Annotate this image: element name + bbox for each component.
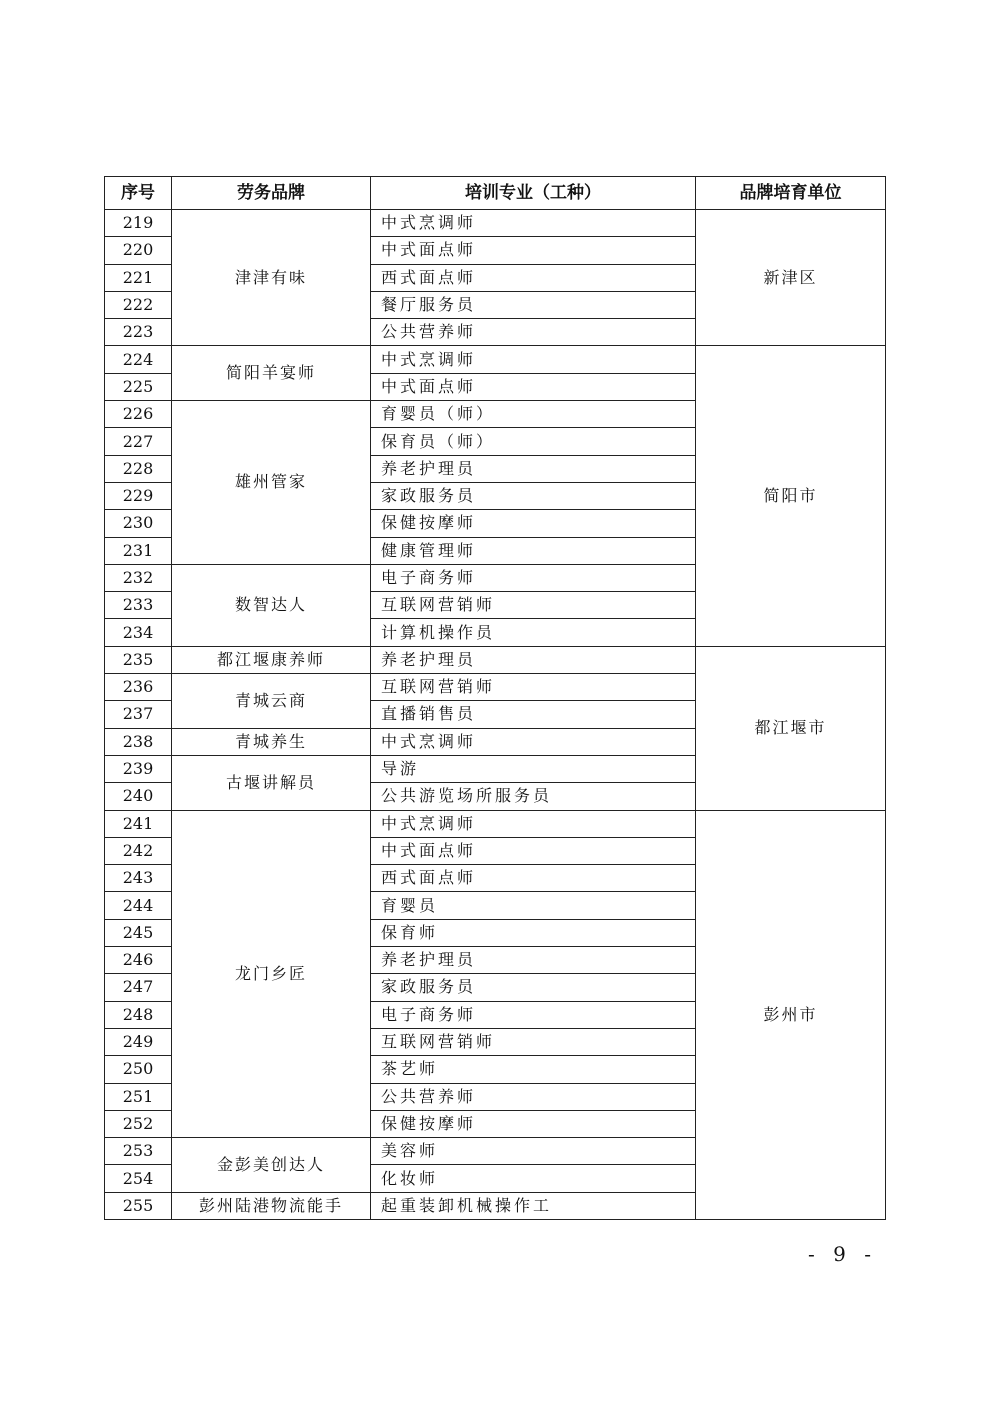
- major-cell: 保育员（师）: [371, 428, 696, 455]
- brand-cell: 都江堰康养师: [172, 646, 371, 673]
- seq-cell: 219: [105, 210, 172, 237]
- seq-cell: 246: [105, 947, 172, 974]
- unit-cell: 彭州市: [696, 810, 886, 1219]
- major-cell: 中式烹调师: [371, 810, 696, 837]
- major-cell: 健康管理师: [371, 537, 696, 564]
- seq-cell: 254: [105, 1165, 172, 1192]
- seq-cell: 237: [105, 701, 172, 728]
- seq-cell: 253: [105, 1138, 172, 1165]
- seq-cell: 240: [105, 783, 172, 810]
- table-row: [105, 210, 886, 237]
- seq-cell: 250: [105, 1056, 172, 1083]
- header-major: 培训专业（工种）: [371, 177, 696, 210]
- seq-cell: 228: [105, 455, 172, 482]
- major-cell: 起重装卸机械操作工: [371, 1192, 696, 1219]
- table-header-row: [105, 177, 886, 210]
- major-cell: 互联网营销师: [371, 592, 696, 619]
- seq-cell: 220: [105, 237, 172, 264]
- major-cell: 电子商务师: [371, 564, 696, 591]
- brand-cell: 青城云商: [172, 674, 371, 729]
- major-cell: 电子商务师: [371, 1001, 696, 1028]
- major-cell: 直播销售员: [371, 701, 696, 728]
- major-cell: 养老护理员: [371, 947, 696, 974]
- seq-cell: 247: [105, 974, 172, 1001]
- seq-cell: 248: [105, 1001, 172, 1028]
- major-cell: 中式烹调师: [371, 210, 696, 237]
- brand-cell: 金彭美创达人: [172, 1138, 371, 1193]
- major-cell: 西式面点师: [371, 865, 696, 892]
- major-cell: 养老护理员: [371, 455, 696, 482]
- major-cell: 计算机操作员: [371, 619, 696, 646]
- header-unit: 品牌培育单位: [696, 177, 886, 210]
- seq-cell: 227: [105, 428, 172, 455]
- seq-cell: 221: [105, 264, 172, 291]
- seq-cell: 230: [105, 510, 172, 537]
- unit-cell: 简阳市: [696, 346, 886, 646]
- brand-cell: 数智达人: [172, 564, 371, 646]
- seq-cell: 252: [105, 1110, 172, 1137]
- seq-cell: 235: [105, 646, 172, 673]
- major-cell: 育婴员（师）: [371, 401, 696, 428]
- seq-cell: 224: [105, 346, 172, 373]
- seq-cell: 251: [105, 1083, 172, 1110]
- major-cell: 中式面点师: [371, 237, 696, 264]
- major-cell: 中式烹调师: [371, 728, 696, 755]
- major-cell: 化妆师: [371, 1165, 696, 1192]
- major-cell: 保育师: [371, 919, 696, 946]
- table-row: [105, 646, 886, 673]
- seq-cell: 255: [105, 1192, 172, 1219]
- seq-cell: 234: [105, 619, 172, 646]
- seq-cell: 229: [105, 482, 172, 509]
- brand-cell: 青城养生: [172, 728, 371, 755]
- seq-cell: 236: [105, 674, 172, 701]
- major-cell: 公共游览场所服务员: [371, 783, 696, 810]
- seq-cell: 223: [105, 319, 172, 346]
- seq-cell: 241: [105, 810, 172, 837]
- seq-cell: 239: [105, 755, 172, 782]
- major-cell: 公共营养师: [371, 319, 696, 346]
- major-cell: 茶艺师: [371, 1056, 696, 1083]
- seq-cell: 232: [105, 564, 172, 591]
- seq-cell: 225: [105, 373, 172, 400]
- major-cell: 家政服务员: [371, 974, 696, 1001]
- major-cell: 养老护理员: [371, 646, 696, 673]
- major-cell: 西式面点师: [371, 264, 696, 291]
- seq-cell: 243: [105, 865, 172, 892]
- major-cell: 保健按摩师: [371, 510, 696, 537]
- seq-cell: 249: [105, 1028, 172, 1055]
- seq-cell: 231: [105, 537, 172, 564]
- brand-cell: 雄州管家: [172, 401, 371, 565]
- table-row: [105, 346, 886, 373]
- major-cell: 导游: [371, 755, 696, 782]
- header-brand: 劳务品牌: [172, 177, 371, 210]
- brand-cell: 古堰讲解员: [172, 755, 371, 810]
- seq-cell: 245: [105, 919, 172, 946]
- major-cell: 育婴员: [371, 892, 696, 919]
- major-cell: 中式烹调师: [371, 346, 696, 373]
- major-cell: 公共营养师: [371, 1083, 696, 1110]
- major-cell: 互联网营销师: [371, 674, 696, 701]
- seq-cell: 226: [105, 401, 172, 428]
- major-cell: 美容师: [371, 1138, 696, 1165]
- major-cell: 保健按摩师: [371, 1110, 696, 1137]
- table-body: [105, 210, 886, 1220]
- page-number: - 9 -: [808, 1242, 877, 1266]
- brand-cell: 简阳羊宴师: [172, 346, 371, 401]
- seq-cell: 242: [105, 837, 172, 864]
- major-cell: 家政服务员: [371, 482, 696, 509]
- major-cell: 中式面点师: [371, 373, 696, 400]
- seq-cell: 222: [105, 291, 172, 318]
- brand-cell: 龙门乡匠: [172, 810, 371, 1138]
- seq-cell: 233: [105, 592, 172, 619]
- header-seq: 序号: [105, 177, 172, 210]
- brand-cell: 彭州陆港物流能手: [172, 1192, 371, 1219]
- brand-table: [104, 176, 886, 1220]
- unit-cell: 新津区: [696, 210, 886, 346]
- major-cell: 餐厅服务员: [371, 291, 696, 318]
- seq-cell: 238: [105, 728, 172, 755]
- major-cell: 互联网营销师: [371, 1028, 696, 1055]
- unit-cell: 都江堰市: [696, 646, 886, 810]
- seq-cell: 244: [105, 892, 172, 919]
- table-row: [105, 810, 886, 837]
- brand-cell: 津津有味: [172, 210, 371, 346]
- major-cell: 中式面点师: [371, 837, 696, 864]
